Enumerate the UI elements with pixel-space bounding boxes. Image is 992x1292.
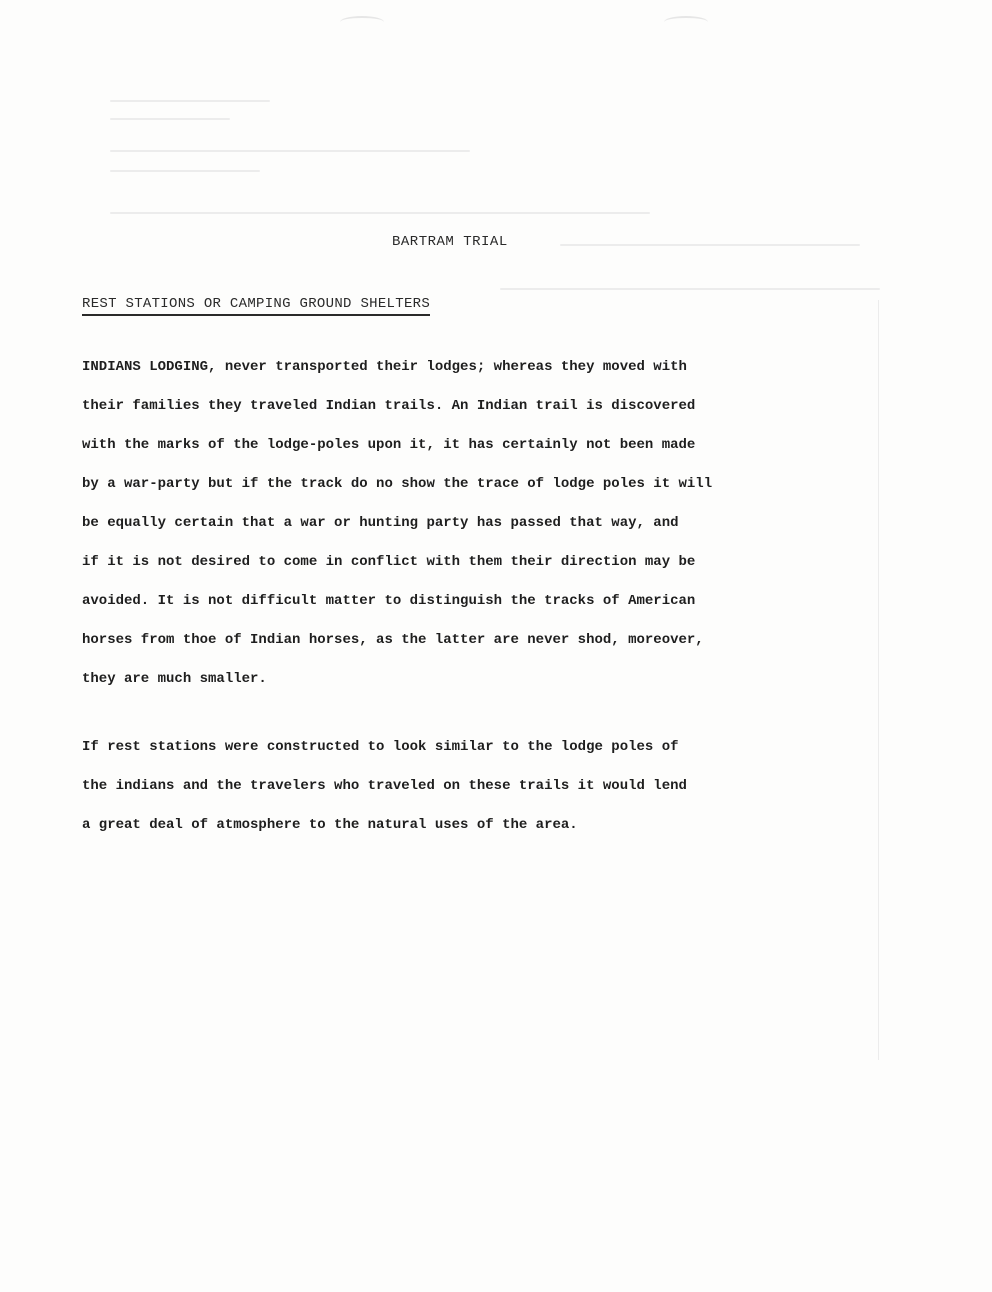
text-line: If rest stations were constructed to look similar to the lodge poles of	[82, 739, 679, 755]
bleed-through-mark	[110, 170, 260, 172]
bleed-through-mark	[560, 244, 860, 246]
bleed-through-mark	[110, 118, 230, 120]
document-title: BARTRAM TRIAL	[392, 234, 508, 250]
bleed-through-mark	[110, 150, 470, 152]
text-line: with the marks of the lodge-poles upon it, it has certainly not been made	[82, 437, 696, 453]
text-line: if it is not desired to come in conflict with them their direction may be	[82, 554, 696, 570]
text-line: horses from thoe of Indian horses, as the latter are never shod, moreover,	[82, 632, 704, 648]
text-line: be equally certain that a war or hunting party has passed that way, and	[82, 515, 679, 531]
paragraph-1	[82, 348, 842, 699]
text-line: by a war-party but if the track do no show the trace of lodge poles it will	[82, 476, 713, 492]
text-line: avoided. It is not difficult matter to distinguish the tracks of American	[82, 593, 696, 609]
paragraph-2	[82, 728, 842, 845]
text-line: INDIANS LODGING, never transported their lodges; whereas they moved with	[82, 359, 687, 375]
text-line: they are much smaller.	[82, 671, 267, 687]
text-line: a great deal of atmosphere to the natural uses of the area.	[82, 817, 578, 833]
bleed-through-mark	[110, 100, 270, 102]
text-line: their families they traveled Indian trails. An Indian trail is discovered	[82, 398, 696, 414]
bleed-through-mark	[110, 212, 650, 214]
bleed-through-mark	[500, 288, 880, 290]
bleed-through-mark	[340, 16, 384, 28]
text-line: the indians and the travelers who traveled on these trails it would lend	[82, 778, 687, 794]
section-heading: REST STATIONS OR CAMPING GROUND SHELTERS	[82, 296, 430, 316]
bleed-through-mark	[664, 16, 708, 28]
bleed-through-mark	[878, 300, 879, 1060]
